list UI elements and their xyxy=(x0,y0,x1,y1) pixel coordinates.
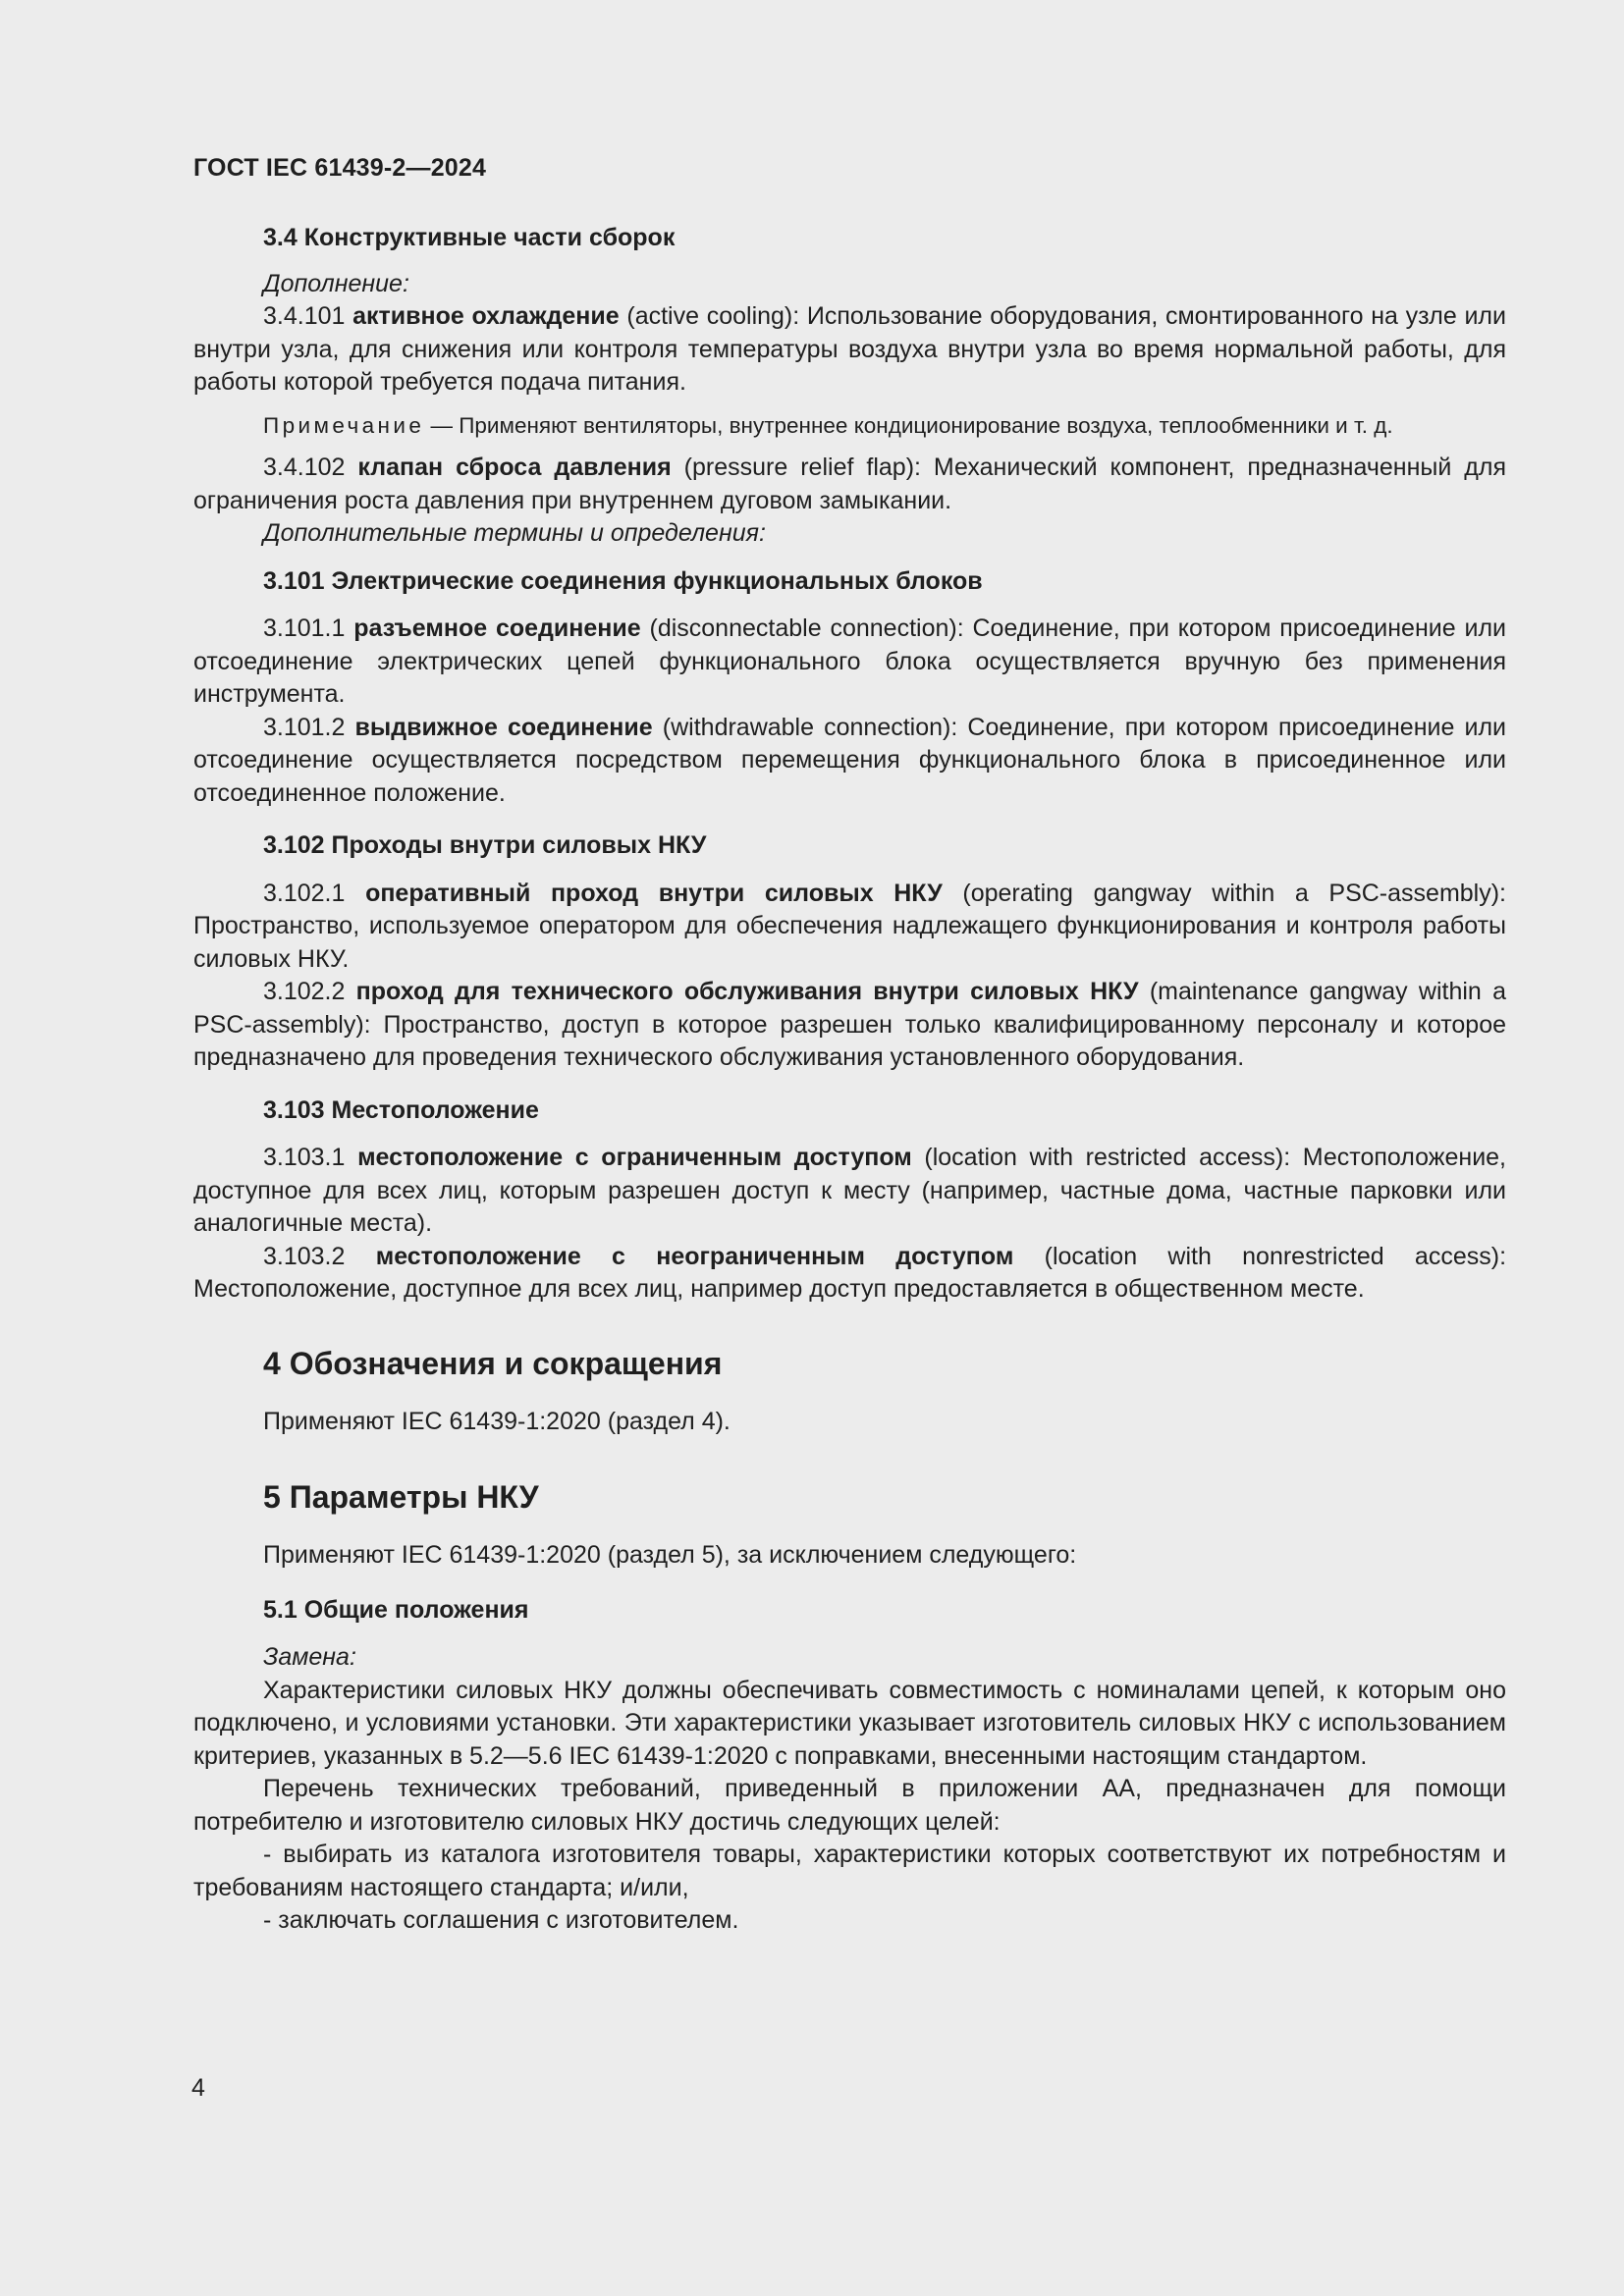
term-name: клапан сброса давления xyxy=(357,454,672,481)
term-number: 3.101.2 xyxy=(263,713,355,741)
section-4-text: Применяют IEC 61439-1:2020 (раздел 4). xyxy=(263,1407,731,1435)
term-3-101-1 xyxy=(193,613,1506,712)
term-number: 3.103.1 xyxy=(263,1144,358,1171)
section-5-1-heading: 5.1 Общие положения xyxy=(263,1595,529,1624)
term-3-4-101 xyxy=(193,300,1506,400)
page-content xyxy=(193,222,1506,1938)
section-3-101-heading: 3.101 Электрические соединения функциональных блоков xyxy=(263,566,983,595)
paragraph-5-1-b: Перечень технических требований, приведенный в приложении АА, предназначен для помощи потребителю и изготовителю силовых НКУ достичь следующих целей: xyxy=(193,1775,1506,1836)
term-definition: (operating gangway within a PSC-assembly): Пространство, используемое оператором для обеспечения надлежащего функционирования и контроля работы силовых НКУ. xyxy=(193,879,1506,973)
section-3-103-heading: 3.103 Местоположение xyxy=(263,1095,539,1124)
term-definition: (withdrawable connection): Соединение, при котором присоединение или отсоединение осуществляется посредством перемещения функционального блока в присоединенное или отсоединенное положение. xyxy=(193,713,1507,807)
paragraph-5-1-a: Характеристики силовых НКУ должны обеспечивать совместимость с номиналами цепей, к которым оно подключено, и условиями установки. Эти характеристики указывает изготовитель силовых НКУ с использованием критериев, указанных в 5.2—5.6 IEC 61439-1:2020 с поправками, внесенными настоящим стандартом. xyxy=(193,1676,1506,1770)
note-text: — Применяют вентиляторы, внутреннее кондиционирование воздуха, теплообменники и т. д. xyxy=(424,412,1393,438)
term-name: разъемное соединение xyxy=(353,614,641,642)
term-name: оперативный проход внутри силовых НКУ xyxy=(365,879,943,907)
term-number: 3.102.2 xyxy=(263,978,356,1005)
term-definition: (active cooling): Использование оборудования, смонтированного на узле или внутри узла, для снижения или контроля температуры воздуха внутри узла во время нормальной работы, для работы которой требуется подача питания. xyxy=(193,302,1506,396)
term-name: выдвижное соединение xyxy=(354,713,653,741)
section-4-heading: 4 Обозначения и сокращения xyxy=(263,1345,723,1381)
term-name: активное охлаждение xyxy=(352,302,620,330)
term-3-102-1 xyxy=(193,878,1506,977)
term-number: 3.101.1 xyxy=(263,614,354,642)
term-number: 3.4.101 xyxy=(263,302,353,330)
term-3-101-2 xyxy=(193,712,1506,811)
term-definition: (maintenance gangway within a PSC-assembly): Пространство, доступ в которое разрешен только квалифицированному персоналу и которое предназначено для проведения технического обслуживания установленного оборудования. xyxy=(193,978,1506,1071)
term-name: местоположение с неограниченным доступом xyxy=(375,1242,1014,1270)
addition-label: Дополнение: xyxy=(263,269,409,297)
additional-terms-label: Дополнительные термины и определения: xyxy=(263,519,766,547)
term-3-102-2 xyxy=(193,976,1506,1075)
term-number: 3.102.1 xyxy=(263,879,366,907)
term-3-4-102 xyxy=(193,452,1506,517)
term-definition: (pressure relief flap): Механический компонент, предназначенный для ограничения роста давления при внутреннем дуговом замыкании. xyxy=(193,454,1506,514)
list-item: - выбирать из каталога изготовителя товары, характеристики которых соответствуют их потребностям и требованиям настоящего стандарта; и/или, xyxy=(193,1841,1506,1901)
term-number: 3.103.2 xyxy=(263,1242,376,1270)
term-3-103-2 xyxy=(193,1241,1506,1307)
term-number: 3.4.102 xyxy=(263,454,358,481)
standard-header: ГОСТ IEC 61439-2—2024 xyxy=(193,154,487,182)
note xyxy=(193,409,1506,443)
term-definition: (disconnectable connection): Соединение, при котором присоединение или отсоединение электрических цепей функционального блока осуществляется вручную без применения инструмента. xyxy=(193,614,1506,708)
term-3-103-1 xyxy=(193,1142,1506,1241)
term-name: местоположение с ограниченным доступом xyxy=(357,1144,912,1171)
section-3-4-heading: 3.4 Конструктивные части сборок xyxy=(263,224,676,251)
term-definition: (location with nonrestricted access): Местоположение, доступное для всех лиц, например доступ предоставляется в общественном месте. xyxy=(193,1242,1507,1303)
page-number: 4 xyxy=(191,2074,205,2102)
replacement-label: Замена: xyxy=(263,1643,356,1671)
note-label: Примечание xyxy=(263,412,425,438)
section-5-heading: 5 Параметры НКУ xyxy=(263,1479,539,1515)
section-5-text: Применяют IEC 61439-1:2020 (раздел 5), за исключением следующего: xyxy=(263,1541,1077,1569)
list-item: - заключать соглашения с изготовителем. xyxy=(263,1906,739,1934)
term-name: проход для технического обслуживания внутри силовых НКУ xyxy=(355,978,1139,1005)
section-3-102-heading: 3.102 Проходы внутри силовых НКУ xyxy=(263,831,707,859)
term-definition: (location with restricted access): Местоположение, доступное для всех лиц, которым разрешен доступ к месту (например, частные дома, частные парковки или аналогичные места). xyxy=(193,1144,1507,1237)
